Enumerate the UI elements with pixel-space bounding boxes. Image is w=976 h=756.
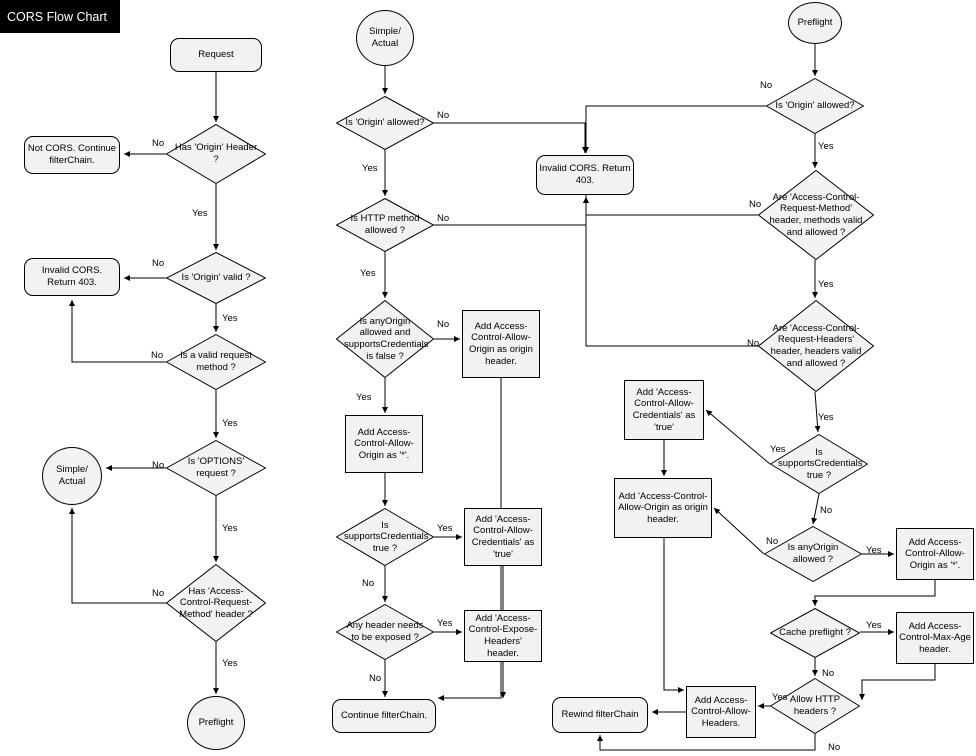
node-is-valid-request-method[interactable] — [166, 334, 266, 390]
edge-label: No — [828, 742, 841, 753]
node-label: Invalid CORS. Return 403. — [41, 265, 103, 288]
node-label: Is supportsCredentials true ? — [778, 446, 863, 481]
edge-label: No — [152, 138, 165, 149]
edge-label: Yes — [818, 141, 834, 152]
node-label: Are 'Access-Control-Request-Method' header, methods valid and allowed ? — [769, 191, 863, 238]
node-label: Invalid CORS. Return 403. — [539, 163, 631, 186]
node-label: Add 'Access-Control-Allow-Origin as origin header. — [618, 490, 708, 525]
edge-label: No — [152, 460, 165, 471]
node-label: Allow HTTP headers ? — [789, 694, 841, 717]
node-mid-anyorigin-supportscredentials[interactable] — [336, 300, 434, 378]
node-mid-add-allow-origin-star[interactable] — [345, 415, 423, 473]
node-request[interactable] — [170, 38, 262, 72]
node-label: Is a valid request method ? — [180, 350, 252, 373]
node-preflight-start[interactable] — [788, 2, 842, 44]
node-label: Add Access-Control-Allow-Origin as '*'. — [905, 536, 965, 571]
node-label: Has 'Access-Control-Request-Method' header ? — [179, 585, 253, 620]
node-mid-is-supportscredentials-true[interactable] — [336, 508, 434, 566]
node-label: Add Access-Control-Max-Age header. — [899, 620, 971, 655]
node-right-add-max-age[interactable] — [896, 612, 974, 664]
node-label: Preflight — [797, 17, 833, 29]
node-label: Simple/ Actual — [56, 464, 88, 487]
node-right-is-origin-allowed[interactable] — [766, 78, 864, 134]
edge-label: No — [749, 199, 762, 210]
node-preflight-left[interactable] — [187, 696, 245, 750]
node-label: Preflight — [198, 717, 234, 729]
node-label: Is anyOrigin allowed ? — [787, 542, 839, 565]
node-mid-is-http-method-allowed[interactable] — [336, 198, 434, 252]
node-label: Add Access-Control-Allow-Origin as '*'. — [354, 426, 414, 461]
node-label: Rewind filterChain — [561, 709, 639, 721]
edge-label: Yes — [818, 279, 834, 290]
edge-label: No — [766, 536, 779, 547]
page-title-label: CORS Flow Chart — [7, 9, 108, 24]
node-invalid-cors-403-left[interactable] — [24, 258, 120, 296]
edge-label: Yes — [437, 618, 453, 629]
node-label: Cache preflight ? — [779, 627, 851, 639]
edge-label: Yes — [222, 418, 238, 429]
node-mid-is-origin-allowed[interactable] — [336, 96, 434, 150]
node-right-is-supportscredentials-true[interactable] — [770, 434, 868, 494]
edge-label: Yes — [818, 412, 834, 423]
node-label: Any header needs to be exposed ? — [346, 620, 424, 643]
edge-label: Yes — [770, 444, 786, 455]
edge-label: Yes — [437, 523, 453, 534]
node-label: Add 'Access-Control-Allow-Credentials' as 'true' — [632, 386, 696, 433]
edge-label: Yes — [192, 208, 208, 219]
node-label: Add 'Access-Control-Expose-Headers' header. — [468, 612, 538, 659]
node-right-allow-http-headers[interactable] — [770, 678, 860, 734]
node-right-add-allow-origin-header[interactable] — [614, 478, 712, 538]
node-mid-add-allow-credentials[interactable] — [464, 508, 542, 566]
edge-label: Yes — [772, 692, 788, 703]
edge-label: No — [822, 668, 835, 679]
node-invalid-cors-403-mid[interactable] — [536, 155, 634, 195]
node-label: Request — [198, 49, 234, 61]
edge-label: Yes — [356, 392, 372, 403]
node-label: Is anyOrigin allowed and supportsCredentials is false ? — [344, 315, 429, 362]
node-label: Is HTTP method allowed ? — [350, 213, 420, 236]
node-rewind-filterchain[interactable] — [552, 697, 648, 733]
node-mid-continue-filterchain[interactable] — [332, 699, 436, 733]
edge-label: No — [820, 505, 833, 516]
node-label: Simple/ Actual — [369, 26, 401, 49]
node-has-acr-method-header[interactable] — [166, 564, 266, 642]
node-is-origin-valid[interactable] — [166, 252, 266, 304]
edge-label: Yes — [362, 163, 378, 174]
node-mid-any-header-exposed[interactable] — [336, 604, 434, 660]
edge-label: Yes — [222, 313, 238, 324]
node-simple-actual-left[interactable] — [42, 447, 102, 505]
node-mid-add-expose-headers[interactable] — [464, 610, 542, 662]
node-right-acr-headers-valid[interactable] — [758, 300, 874, 392]
page-title — [0, 0, 120, 33]
node-label: Are 'Access-Control-Request-Headers' header, headers valid and allowed ? — [770, 322, 862, 369]
node-label: Is 'Origin' allowed? — [345, 117, 425, 129]
node-simple-actual-start[interactable] — [356, 10, 414, 66]
edge-label: Yes — [866, 545, 882, 556]
edge-label: No — [437, 110, 450, 121]
edge-label: No — [437, 319, 450, 330]
node-label: Add 'Access-Control-Allow-Credentials' as 'true' — [471, 513, 535, 560]
node-right-cache-preflight[interactable] — [770, 608, 860, 658]
node-has-origin-header[interactable] — [166, 124, 266, 184]
node-is-options-request[interactable] — [166, 440, 266, 496]
edge-label: No — [151, 350, 164, 361]
node-label: Add Access-Control-Allow-Headers. — [691, 694, 751, 729]
node-right-is-anyorigin-allowed[interactable] — [764, 526, 862, 582]
edge-label: No — [369, 673, 382, 684]
node-label: Is 'Origin' valid ? — [181, 272, 251, 284]
node-label: Add Access-Control-Allow-Origin as origin header. — [469, 320, 533, 367]
node-label: Not CORS. Continue filterChain. — [27, 143, 117, 166]
edge-label: No — [152, 258, 165, 269]
node-label: Is supportsCredentials true ? — [344, 519, 429, 554]
node-right-add-allow-origin-star[interactable] — [896, 528, 974, 580]
node-label: Continue filterChain. — [340, 710, 428, 722]
node-mid-add-allow-origin-header[interactable] — [462, 310, 540, 378]
node-right-acr-method-valid[interactable] — [758, 170, 874, 260]
edge-label: No — [760, 80, 773, 91]
node-label: Has 'Origin' Header ? — [174, 142, 258, 165]
edge-label: No — [152, 588, 165, 599]
edge-label: Yes — [360, 268, 376, 279]
node-label: Is 'Origin' allowed? — [775, 100, 855, 112]
node-not-cors-continue[interactable] — [24, 136, 120, 174]
edge-label: No — [362, 578, 375, 589]
node-right-add-allow-credentials[interactable] — [624, 380, 704, 440]
edge-label: No — [437, 213, 450, 224]
edge-label: Yes — [222, 658, 238, 669]
node-right-add-allow-headers[interactable] — [686, 686, 756, 738]
edge-label: Yes — [222, 523, 238, 534]
edge-label: No — [747, 338, 760, 349]
edge-label: Yes — [866, 620, 882, 631]
node-label: Is 'OPTIONS' request ? — [187, 456, 245, 479]
